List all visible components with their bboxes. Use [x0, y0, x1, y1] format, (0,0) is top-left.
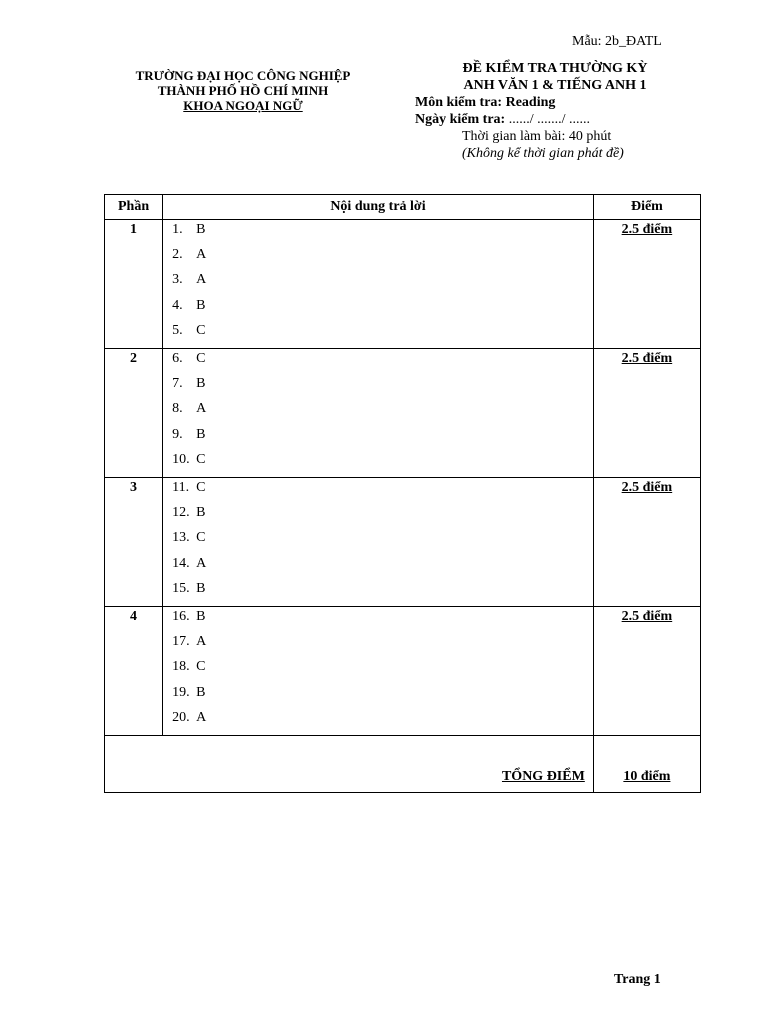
- answer-number: 9.: [172, 426, 183, 442]
- total-label: TỔNG ĐIỂM: [105, 736, 594, 793]
- department-name: KHOA NGOẠI NGỮ: [183, 98, 303, 113]
- answer-choice: B: [196, 376, 206, 392]
- answer-number: 19.: [172, 684, 190, 700]
- exam-date-value: ....../ ......./ ......: [508, 112, 590, 127]
- form-code: Mẫu: 2b_ĐATL: [572, 34, 662, 49]
- answer-number: 10.: [172, 451, 190, 467]
- answer-choice: B: [196, 684, 206, 700]
- section-score: 2.5 điểm: [593, 220, 700, 349]
- table-header-row: [105, 195, 701, 220]
- answer-item: [172, 607, 593, 632]
- total-row: [105, 736, 701, 793]
- answer-item: [172, 657, 593, 682]
- answer-number: 7.: [172, 376, 183, 392]
- table-row: [105, 478, 701, 607]
- exam-date-label: Ngày kiểm tra:: [415, 112, 506, 127]
- answer-item: [172, 708, 593, 733]
- answer-choice: A: [196, 247, 207, 263]
- answer-choice: B: [196, 609, 206, 624]
- page-number: Trang 1: [614, 972, 661, 987]
- answer-choice: B: [196, 222, 206, 237]
- exam-date: [415, 111, 624, 128]
- section-score: 2.5 điểm: [593, 607, 700, 736]
- answer-number: 16.: [172, 609, 190, 624]
- answer-number: 17.: [172, 634, 190, 650]
- answer-number: 20.: [172, 709, 190, 725]
- answer-choice: B: [196, 426, 206, 442]
- answer-choice: C: [196, 451, 206, 467]
- answer-list: [163, 220, 594, 349]
- answer-list: [163, 349, 594, 478]
- table-row: [105, 349, 701, 478]
- school-header: [104, 68, 382, 113]
- school-name-line1: TRƯỜNG ĐẠI HỌC CÔNG NGHIỆP: [135, 68, 351, 83]
- answer-choice: C: [196, 480, 206, 495]
- answer-choice: B: [196, 505, 206, 521]
- part-number: 4: [105, 607, 163, 736]
- header-content: Nội dung trả lời: [163, 195, 594, 220]
- exam-note: (Không kể thời gian phát đề): [462, 146, 624, 161]
- answer-choice: A: [196, 709, 207, 725]
- answer-number: 3.: [172, 272, 183, 288]
- answer-item: [172, 450, 593, 475]
- answer-item: [172, 374, 593, 399]
- exam-subject: Môn kiểm tra: Reading: [415, 95, 556, 110]
- exam-duration: Thời gian làm bài: 40 phút: [462, 129, 612, 144]
- answer-choice: A: [196, 272, 207, 288]
- answer-number: 14.: [172, 555, 190, 571]
- table-row: [105, 607, 701, 736]
- section-score: 2.5 điểm: [593, 478, 700, 607]
- answer-choice: A: [196, 401, 207, 417]
- part-number: 1: [105, 220, 163, 349]
- header-part: Phần: [105, 195, 163, 220]
- exam-title: [440, 60, 670, 94]
- answer-number: 8.: [172, 401, 183, 417]
- answer-number: 18.: [172, 659, 190, 675]
- answer-item: [172, 270, 593, 295]
- answer-item: [172, 503, 593, 528]
- answer-item: [172, 528, 593, 553]
- answer-item: [172, 425, 593, 450]
- answer-number: 12.: [172, 505, 190, 521]
- answer-choice: A: [196, 555, 207, 571]
- answer-number: 4.: [172, 297, 183, 313]
- total-score: 10 điểm: [593, 736, 700, 793]
- answer-choice: C: [196, 351, 206, 366]
- answer-item: [172, 399, 593, 424]
- answer-number: 1.: [172, 222, 183, 237]
- answer-number: 13.: [172, 530, 190, 546]
- answer-item: [172, 245, 593, 270]
- answer-choice: C: [196, 322, 206, 338]
- answer-choice: C: [196, 659, 206, 675]
- answer-number: 6.: [172, 351, 183, 366]
- exam-info: [415, 94, 624, 162]
- answer-item: [172, 632, 593, 657]
- answer-item: [172, 579, 593, 604]
- exam-title-line2: ANH VĂN 1 & TIẾNG ANH 1: [463, 78, 647, 93]
- part-number: 3: [105, 478, 163, 607]
- answer-item: [172, 478, 593, 503]
- answer-item: [172, 321, 593, 346]
- answer-number: 5.: [172, 322, 183, 338]
- answer-item: [172, 220, 593, 245]
- answer-item: [172, 349, 593, 374]
- school-name-line2: THÀNH PHỐ HỒ CHÍ MINH: [157, 83, 329, 98]
- answer-choice: A: [196, 634, 207, 650]
- answer-table: [104, 194, 701, 793]
- section-score: 2.5 điểm: [593, 349, 700, 478]
- answer-choice: B: [196, 580, 206, 596]
- answer-number: 11.: [172, 480, 190, 495]
- header-score: Điểm: [593, 195, 700, 220]
- table-row: [105, 220, 701, 349]
- answer-item: [172, 296, 593, 321]
- exam-title-line1: ĐỀ KIỂM TRA THƯỜNG KỲ: [462, 61, 648, 76]
- answer-item: [172, 683, 593, 708]
- part-number: 2: [105, 349, 163, 478]
- answer-list: [163, 478, 594, 607]
- answer-choice: B: [196, 297, 206, 313]
- answer-item: [172, 554, 593, 579]
- answer-list: [163, 607, 594, 736]
- answer-choice: C: [196, 530, 206, 546]
- answer-number: 15.: [172, 580, 190, 596]
- answer-number: 2.: [172, 247, 183, 263]
